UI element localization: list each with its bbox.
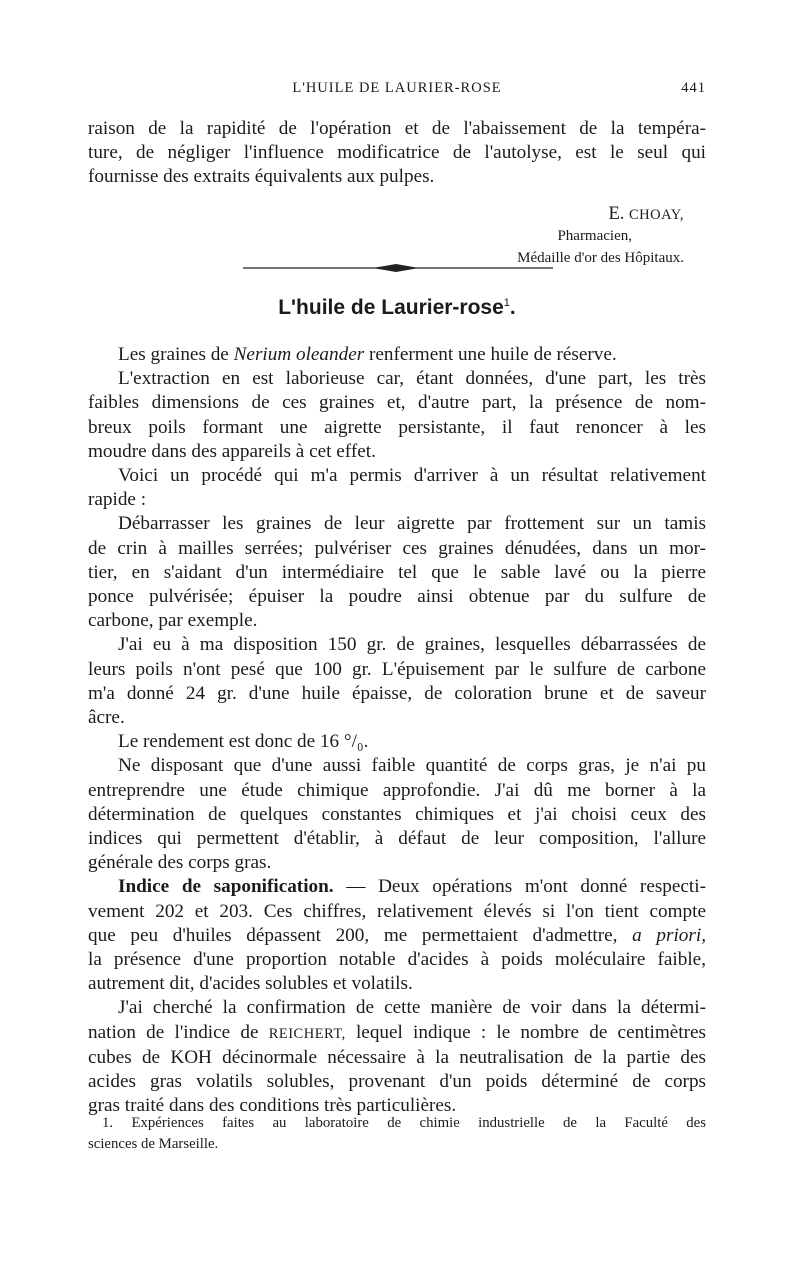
- text-line: Voici un procédé qui m'a permis d'arriver à un résultat relativement: [118, 465, 706, 487]
- text-line: J'ai eu à ma disposition 150 gr. de graines, lesquelles débarrassées de: [118, 634, 706, 656]
- text-line: vement 202 et 203. Ces chiffres, relativement élevés si l'on tient compte: [88, 900, 706, 922]
- running-title: L'HUILE DE LAURIER-ROSE: [292, 80, 502, 96]
- text-line: Débarrasser les graines de leur aigrette par frottement sur un tamis: [118, 513, 706, 535]
- footnote-marker: 1: [503, 297, 510, 309]
- text-run: nation de l'indice de: [88, 1021, 269, 1043]
- paragraph-line: [88, 1021, 706, 1046]
- text-line: autrement dit, d'acides solubles et volatils.: [88, 973, 413, 995]
- text-run: Les graines de: [118, 344, 234, 365]
- text-line: raison de la rapidité de l'opération et de l'abaissement de la tempéra-: [88, 118, 706, 139]
- signature-surname: CHOAY,: [629, 207, 684, 223]
- text-line: fournisse des extraits équivalents aux pulpes.: [88, 166, 435, 188]
- text-line: cubes de KOH décinormale nécessaire à la neutralisation de la partie des: [88, 1046, 706, 1068]
- text-line: détermination de quelques constantes chimiques et j'ai choisi ceux des: [88, 803, 706, 825]
- text-line: faibles dimensions de ces graines et, d'autre part, la présence de nom-: [88, 392, 706, 414]
- section-divider: [243, 262, 553, 274]
- text-line: la présence d'une proportion notable d'acides à poids moléculaire faible,: [88, 949, 706, 971]
- signature-distinction: Médaille d'or des Hôpitaux.: [517, 250, 684, 266]
- text-run: que peu d'huiles dépassent 200, me permettaient d'admettre,: [88, 924, 633, 946]
- text-run: lequel indique : le nombre de centimètres: [345, 1021, 706, 1043]
- paragraph-line: [88, 924, 706, 948]
- latin-phrase: a priori,: [632, 924, 706, 946]
- footnote: [88, 1113, 706, 1155]
- text-line: m'a donné 24 gr. d'une huile épaisse, de coloration brune et de saveur: [88, 682, 706, 704]
- title-period: .: [509, 296, 516, 319]
- text-line: Ne disposant que d'une aussi faible quantité de corps gras, je n'ai pu: [118, 755, 706, 777]
- page-number: 441: [681, 80, 706, 96]
- subsection-label: Indice de saponification.: [118, 876, 334, 898]
- text-line: Le rendement est donc de 16 °/₀.: [118, 731, 369, 753]
- article-body: [88, 343, 706, 1119]
- text-line: acides gras volatils solubles, provenant d'un poids déterminé de corps: [88, 1071, 706, 1093]
- article-title: [88, 296, 706, 320]
- text-line: leurs poils n'ont pesé que 100 gr. L'épuisement par le sulfure de carbone: [88, 658, 706, 680]
- text-line: de crin à mailles serrées; pulvériser ces graines dénudées, dans un mor-: [88, 537, 706, 559]
- paragraph: [88, 343, 706, 367]
- text-line: moudre dans des appareils à cet effet.: [88, 440, 376, 462]
- signature-name: [88, 204, 684, 225]
- text-line: carbone, par exemple.: [88, 610, 258, 632]
- text-line: générale des corps gras.: [88, 852, 272, 874]
- text-line: gras traité dans des conditions très particulières.: [88, 1095, 457, 1117]
- signature-title: Pharmacien,: [557, 228, 632, 244]
- article-title-text: L'huile de Laurier-rose: [278, 296, 504, 319]
- text-run: — Deux opérations m'ont donné respecti-: [333, 876, 706, 898]
- text-line: indices qui permettent d'établir, à défaut de leur composition, l'allure: [88, 828, 706, 850]
- text-line: âcre.: [88, 707, 125, 729]
- footnote-line: 1. Expériences faites au laboratoire de chimie industrielle de la Faculté des: [102, 1115, 706, 1131]
- running-header: [88, 80, 706, 102]
- signature-initial: E.: [608, 204, 625, 224]
- species-name: Nerium oleander: [233, 344, 365, 365]
- author-name: REICHERT,: [268, 1025, 346, 1042]
- previous-article-end: [88, 117, 706, 190]
- text-line: breux poils formant une aigrette persistante, il faut renoncer à les: [88, 416, 706, 438]
- footnote-line: sciences de Marseille.: [88, 1136, 219, 1152]
- paragraph-line: [88, 875, 706, 899]
- text-line: rapide :: [88, 489, 147, 511]
- text-line: tier, en s'aidant d'un intermédiaire tel que le sable lavé ou la pierre: [88, 561, 706, 583]
- text-run: renferment une huile de réserve.: [364, 344, 617, 365]
- text-line: ponce pulvérisée; épuiser la poudre ainsi obtenue par du sulfure de: [88, 586, 706, 608]
- text-line: ture, de négliger l'influence modificatrice de l'autolyse, est le seul qui: [88, 142, 706, 164]
- text-line: entreprendre une étude chimique approfondie. J'ai dû me borner à la: [88, 779, 706, 801]
- text-line: J'ai cherché la confirmation de cette manière de voir dans la détermi-: [118, 997, 706, 1019]
- text-line: L'extraction en est laborieuse car, étant données, d'une part, les très: [118, 368, 706, 390]
